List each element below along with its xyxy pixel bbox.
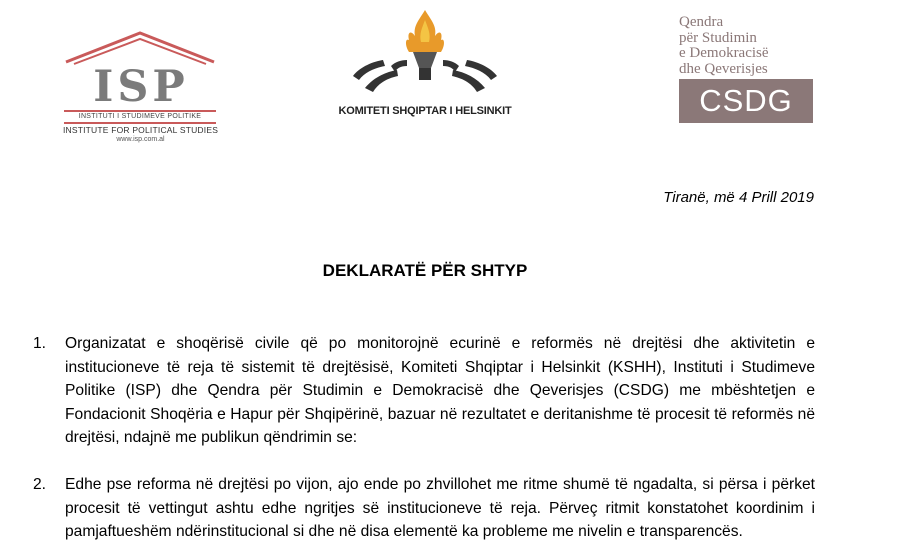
csdg-line-1: Qendra bbox=[679, 14, 724, 30]
kshh-logo bbox=[335, 10, 515, 122]
csdg-line-4: dhe Qeverisjes bbox=[679, 60, 768, 77]
list-item-number: 2. bbox=[33, 476, 47, 493]
list-item-number: 1. bbox=[33, 335, 47, 352]
list-item bbox=[33, 473, 815, 544]
isp-institute-name: INSTITUTI I STUDIMEVE POLITIKE bbox=[64, 110, 216, 124]
csdg-logo bbox=[676, 15, 821, 125]
csdg-full-name bbox=[679, 15, 819, 77]
isp-website: www.isp.com.al bbox=[116, 136, 165, 143]
csdg-line-2: për Studimin bbox=[679, 29, 757, 46]
csdg-line-3: e Demokracisë bbox=[679, 45, 769, 61]
list-item bbox=[33, 332, 815, 450]
document-date: Tiranë, më 4 Prill 2019 bbox=[663, 189, 814, 206]
isp-letters: ISP bbox=[93, 62, 189, 112]
kshh-name: KOMITETI SHQIPTAR I HELSINKIT bbox=[338, 105, 512, 117]
torch-icon bbox=[335, 10, 515, 102]
isp-english-name: INSTITUTE FOR POLITICAL STUDIES bbox=[62, 125, 219, 135]
isp-logo bbox=[58, 30, 223, 143]
list-item-text: Organizatat e shoqërisë civile që po monitorojnë ecurinë e reformës në drejtësi dhe aktivitetin e institucioneve të reja të sistemit të drejtësisë, Komiteti Shqiptar i Helsinkit (KSHH), Instituti i Studimeve Politike (ISP) dhe Qendra për Studimin e Demokracisë dhe Qeverisjes (CSDG) me mbështetjen e Fondacionit Shoqëria e Hapur për Shqipërinë, bazuar në rezultatet e deritanishme të procesit të reformës në drejtësi, ndajnë me publikun qëndrimin se: bbox=[65, 335, 815, 446]
document-title: DEKLARATË PËR SHTYP bbox=[322, 261, 528, 280]
csdg-acronym: CSDG bbox=[679, 79, 813, 123]
list-item-text: Edhe pse reforma në drejtësi po vijon, ajo ende po zhvillohet me ritme shumë të ngadalta, si përsa i përket procesit të vettingut ashtu edhe ngritjes së institucioneve të reja. Përveç ritmit konstatohet koordinim i pamjaftueshëm ndërinstitucional si dhe në disa elementë ka probleme me nivelin e transparencës. bbox=[65, 476, 815, 540]
